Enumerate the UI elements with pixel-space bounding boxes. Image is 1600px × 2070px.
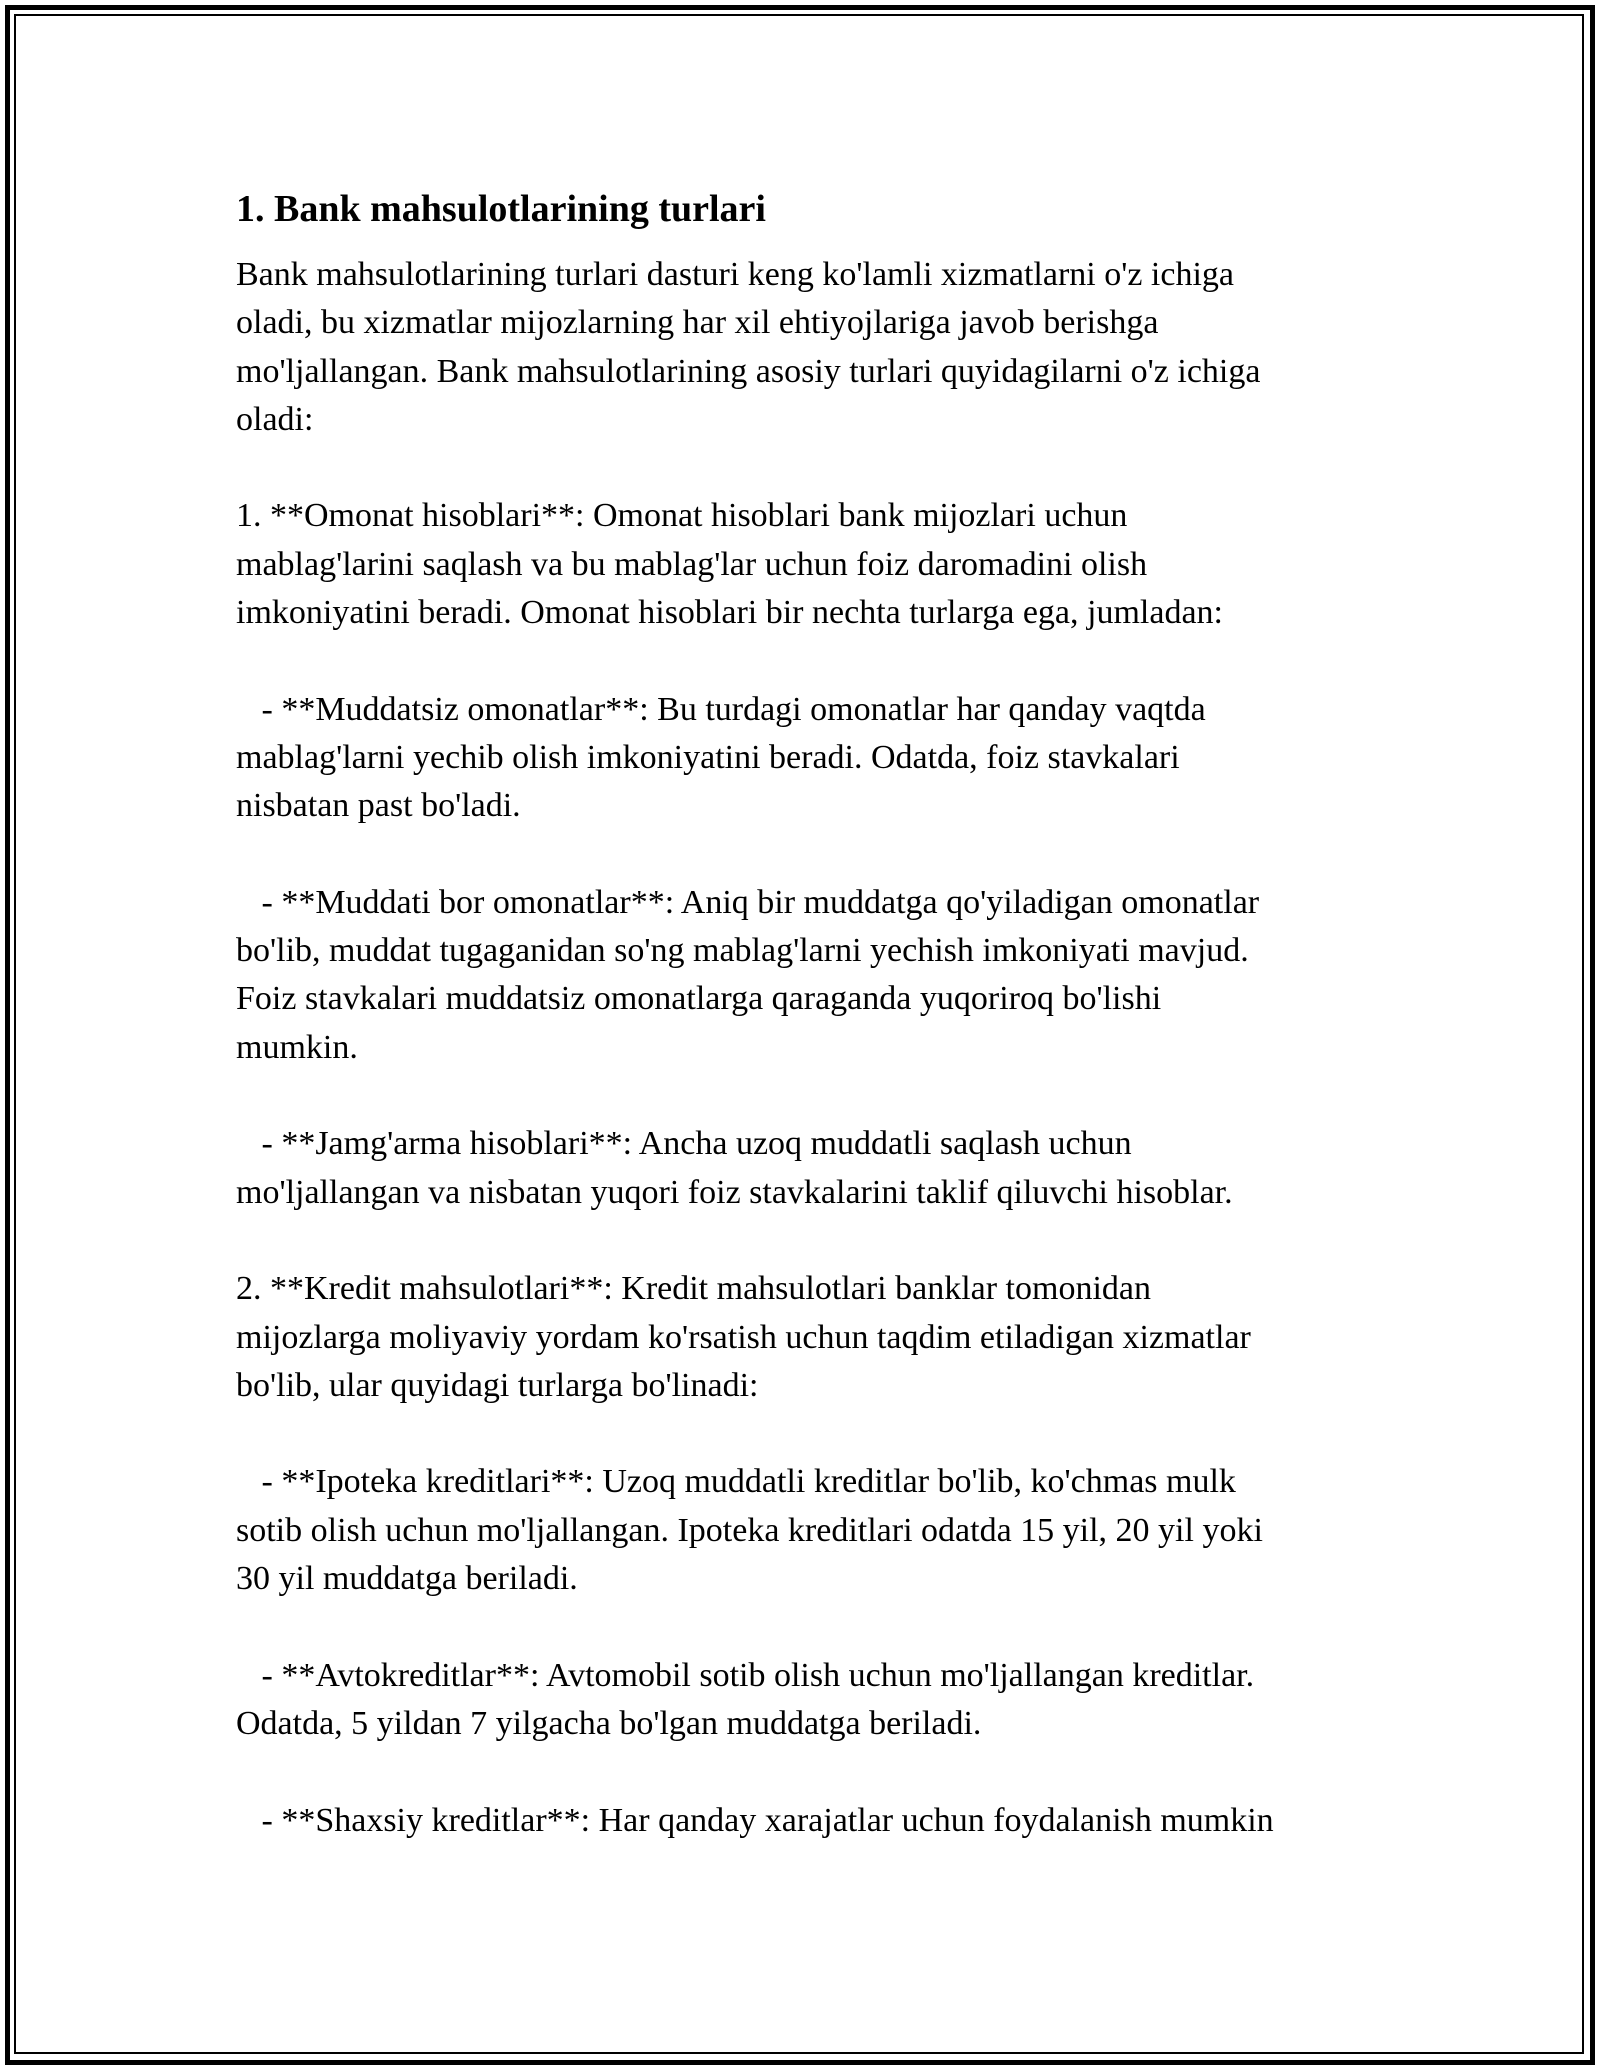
section-heading: 1. Bank mahsulotlarining turlari: [236, 188, 766, 230]
document-content: [236, 185, 1366, 1845]
body-text: Bank mahsulotlarining turlari dasturi keng ko'lamli xizmatlarni o'z ichiga oladi, bu xizmatlar mijozlarning har xil ehtiyojlariga javob berishga mo'ljallangan. Bank mahsulotlarining asosiy turlari quyidagilarni o'z ichiga oladi: 1. **Omonat hisoblari**: Omonat hisoblari bank mijozlari uchun mablag'larini saqlash va bu mablag'lar uchun foiz daromadini olish imkoniyatini beradi. Omonat hisoblari bir nechta turlarga ega, jumladan: - **Muddatsiz omonatlar**: Bu turdagi omonatlar har qanday vaqtda mablag'larni yechib olish imkoniyatini beradi. Odatda, foiz stavkalari nisbatan past bo'ladi. - **Muddati bor omonatlar**: Aniq bir muddatga qo'yiladigan omonatlar bo'lib, muddat tugaganidan so'ng mablag'larni yechish imkoniyati mavjud. Foiz stavkalari muddatsiz omonatlarga qaraganda yuqoriroq bo'lishi mumkin. - **Jamg'arma hisoblari**: Ancha uzoq muddatli saqlash uchun mo'ljallangan va nisbatan yuqori foiz stavkalarini taklif qiluvchi hisoblar. 2. **Kredit mahsulotlari**: Kredit mahsulotlari banklar tomonidan mijozlarga moliyaviy yordam ko'rsatish uchun taqdim etiladigan xizmatlar bo'lib, ular quyidagi turlarga bo'linadi: - **Ipoteka kreditlari**: Uzoq muddatli kreditlar bo'lib, ko'chmas mulk sotib olish uchun mo'ljallangan. Ipoteka kreditlari odatda 15 yil, 20 yil yoki 30 yil muddatga beriladi. - **Avtokreditlar**: Avtomobil sotib olish uchun mo'ljallangan kreditlar. Odatda, 5 yildan 7 yilgacha bo'lgan muddatga beriladi. - **Shaxsiy kreditlar**: Har qanday xarajatlar uchun foydalanish mumkin: [236, 256, 1274, 1839]
